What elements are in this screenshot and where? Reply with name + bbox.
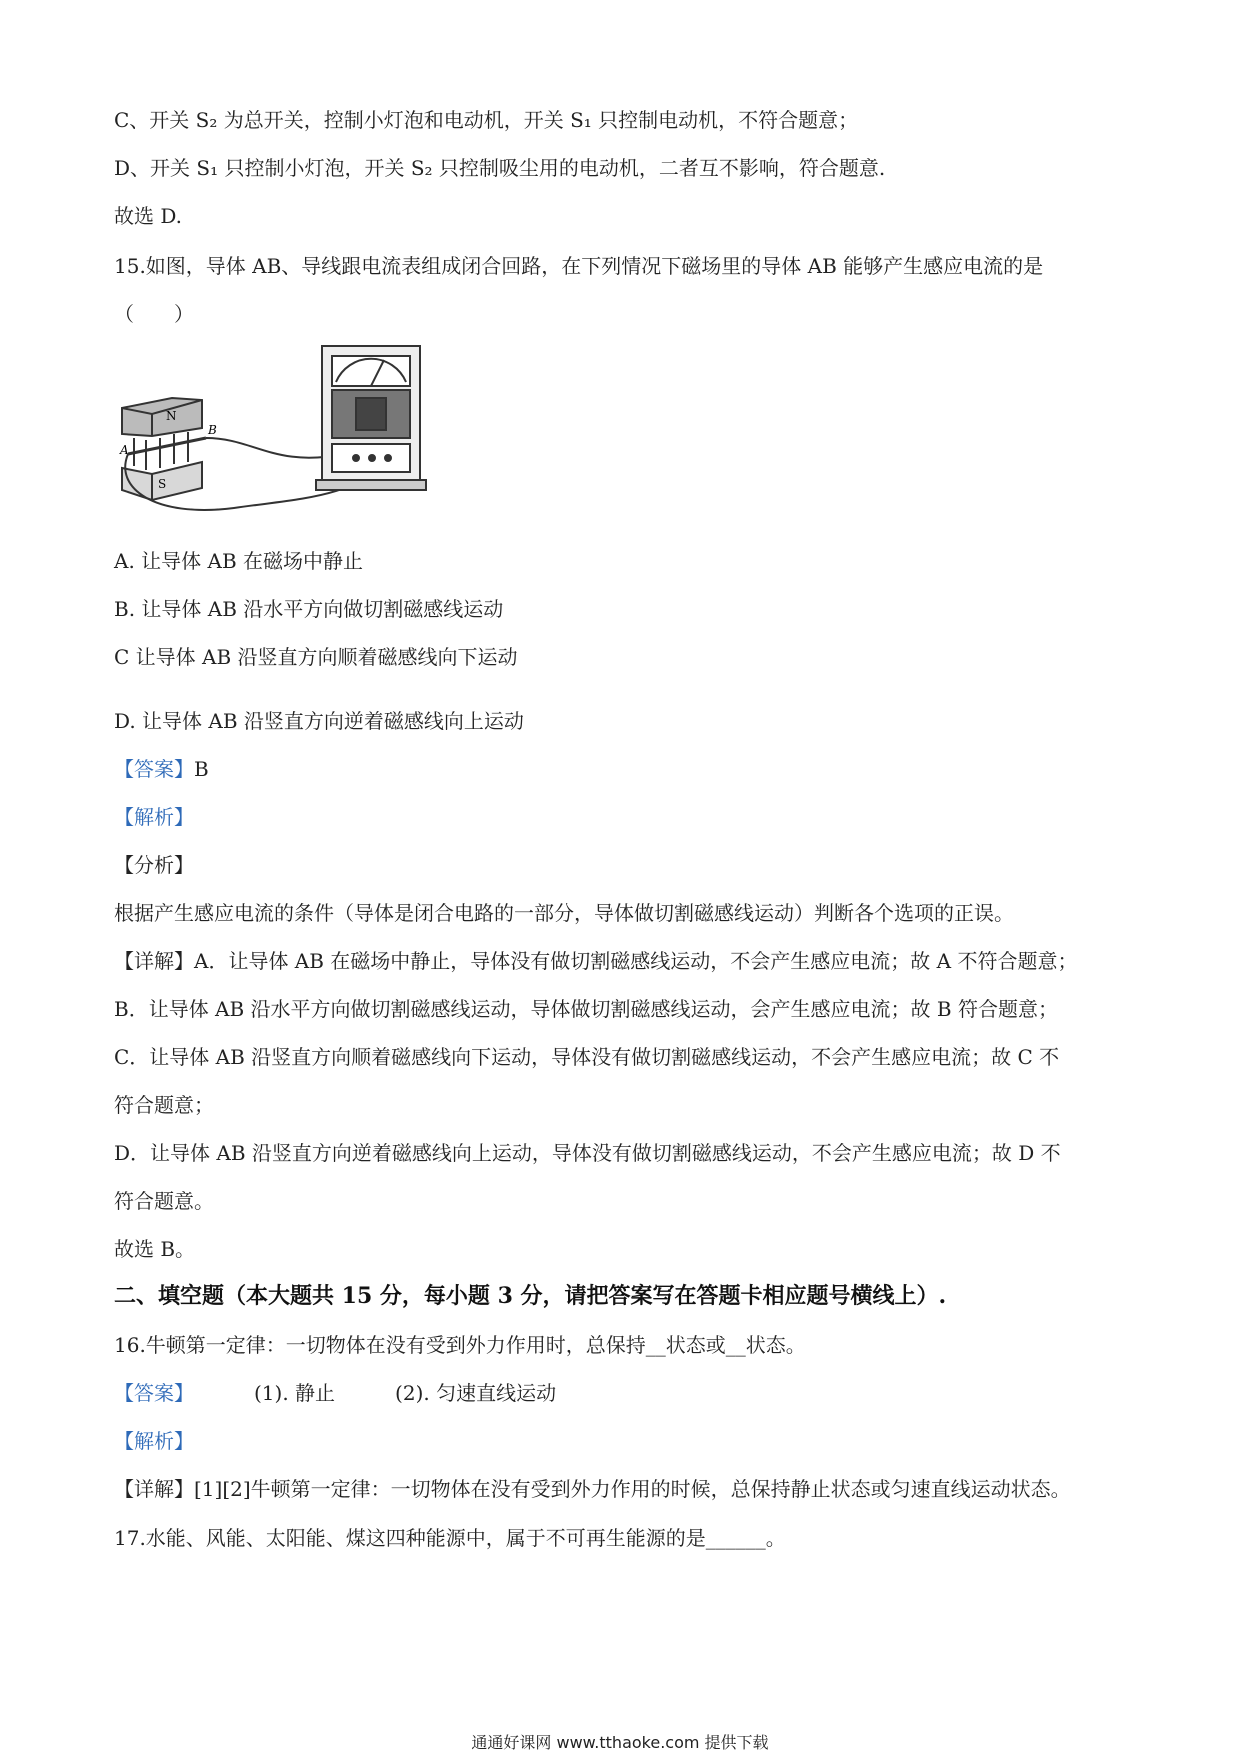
answer-1: (1). 静止 xyxy=(254,1381,336,1405)
question-15-detail-d: D．让导体 AB 沿竖直方向逆着磁感线向上运动，导体没有做切割磁感线运动，不会产生感应电流；故 D 不 xyxy=(114,1141,1061,1165)
answer-tag: 【答案】 xyxy=(114,757,194,781)
question-15-fenxi-tag: 【分析】 xyxy=(114,853,194,877)
detail-tag: 【详解】 xyxy=(114,949,194,973)
induction-apparatus-figure xyxy=(114,338,474,528)
figure-label-n: N xyxy=(166,409,177,423)
question-15-paren: （ ） xyxy=(114,302,194,326)
detail-text: [1][2]牛顿第一定律：一切物体在没有受到外力作用的时候，总保持静止状态或匀速直线运动状态。 xyxy=(194,1477,1071,1501)
page-footer: 通通好课网 www.tthaoke.com 提供下载 xyxy=(471,1733,769,1752)
detail-a-text: A．让导体 AB 在磁场中静止，导体没有做切割磁感线运动，不会产生感应电流；故 A 不符合题意； xyxy=(194,949,1078,973)
question-15-detail-c: C．让导体 AB 沿竖直方向顺着磁感线向下运动，导体没有做切割磁感线运动，不会产生感应电流；故 C 不 xyxy=(114,1045,1060,1069)
answer-tag: 【答案】 xyxy=(114,1381,194,1405)
question-16-answer xyxy=(114,1379,556,1407)
question-15-stem: 15.如图，导体 AB、导线跟电流表组成闭合回路，在下列情况下磁场里的导体 AB 能够产生感应电流的是 xyxy=(114,254,1044,278)
question-15-detail-c-cont: 符合题意； xyxy=(114,1093,214,1117)
answer-value: B xyxy=(194,757,209,781)
question-16-stem: 16.牛顿第一定律：一切物体在没有受到外力作用时，总保持__状态或__状态。 xyxy=(114,1333,806,1357)
question-15-option-c: C 让导体 AB 沿竖直方向顺着磁感线向下运动 xyxy=(114,645,518,669)
question-15-option-d: D. 让导体 AB 沿竖直方向逆着磁感线向上运动 xyxy=(114,709,524,733)
figure-label-s: S xyxy=(158,477,167,491)
question-15-option-b: B. 让导体 AB 沿水平方向做切割磁感线运动 xyxy=(114,597,504,621)
answer-2: (2). 匀速直线运动 xyxy=(395,1381,557,1405)
question-15-answer xyxy=(114,755,209,783)
question-16-analysis-tag: 【解析】 xyxy=(114,1429,194,1453)
figure-label-b: B xyxy=(208,423,217,437)
detail-tag: 【详解】 xyxy=(114,1477,194,1501)
question-15-choice: 故选 B。 xyxy=(114,1237,196,1261)
question-15-option-a: A. 让导体 AB 在磁场中静止 xyxy=(114,549,364,573)
question-15-detail-a xyxy=(114,947,1077,975)
question-15-detail-d-cont: 符合题意。 xyxy=(114,1189,214,1213)
question-15-analysis-tag: 【解析】 xyxy=(114,805,194,829)
question-16-detail xyxy=(114,1475,1071,1503)
prev-solution-choice: 故选 D. xyxy=(114,204,183,228)
prev-solution-d: D、开关 S₁ 只控制小灯泡，开关 S₂ 只控制吸尘用的电动机，二者互不影响，符合题意. xyxy=(114,156,886,180)
section-2-title: 二、填空题（本大题共 15 分，每小题 3 分，请把答案写在答题卡相应题号横线上）. xyxy=(114,1283,947,1309)
question-17-stem: 17.水能、风能、太阳能、煤这四种能源中，属于不可再生能源的是______。 xyxy=(114,1526,786,1550)
question-15-detail-b: B．让导体 AB 沿水平方向做切割磁感线运动，导体做切割磁感线运动，会产生感应电流；故 B 符合题意； xyxy=(114,997,1058,1021)
figure-label-a: A xyxy=(120,443,129,457)
question-15-fenxi: 根据产生感应电流的条件（导体是闭合电路的一部分，导体做切割磁感线运动）判断各个选项的正误。 xyxy=(114,901,1014,925)
prev-solution-c: C、开关 S₂ 为总开关，控制小灯泡和电动机，开关 S₁ 只控制电动机，不符合题意； xyxy=(114,108,859,132)
